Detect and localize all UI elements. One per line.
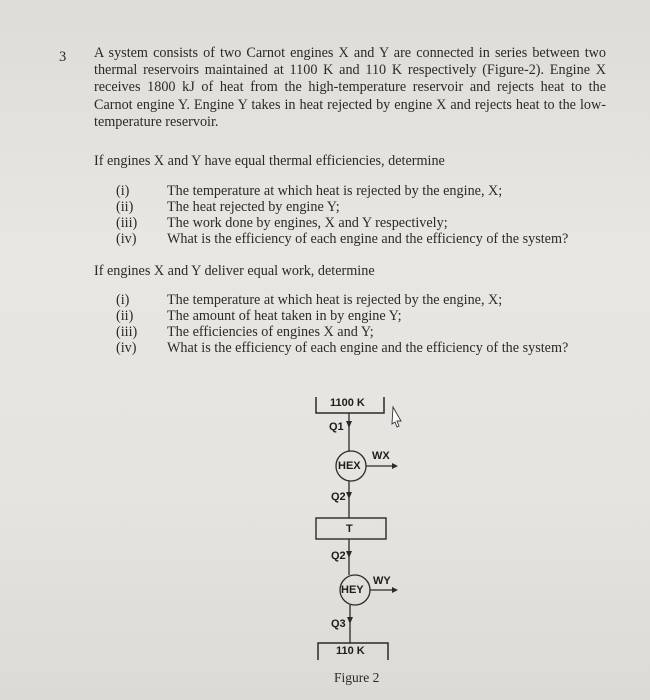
wx-arrow-icon xyxy=(392,463,398,469)
cold-reservoir-label: 110 K xyxy=(336,645,365,657)
q2-bottom-arrow-icon xyxy=(346,551,352,558)
question-number: 3 xyxy=(59,49,67,65)
q1-label: Q1 xyxy=(329,421,344,433)
wx-label: WX xyxy=(372,450,390,462)
engine-y-label: HEY xyxy=(341,584,364,596)
item-number: (iii) xyxy=(116,324,138,340)
intro-line: A system consists of two Carnot engines X and Y are connected in series between two xyxy=(94,45,606,61)
q3-arrow-icon xyxy=(347,617,353,624)
q2-bottom-label: Q2 xyxy=(331,550,346,562)
item-number: (i) xyxy=(116,183,130,199)
q2-top-label: Q2 xyxy=(331,491,346,503)
item-number: (i) xyxy=(116,292,130,308)
part-b-lead: If engines X and Y deliver equal work, determine xyxy=(94,263,375,279)
mid-reservoir-label: T xyxy=(346,523,353,535)
intro-line: thermal reservoirs maintained at 1100 K and 110 K respectively (Figure-2). Engine X xyxy=(94,62,606,79)
q1-arrow-icon xyxy=(346,421,352,428)
q3-label: Q3 xyxy=(331,618,346,630)
figure-caption: Figure 2 xyxy=(334,670,380,685)
wy-arrow-icon xyxy=(392,587,398,593)
item-number: (ii) xyxy=(116,199,134,215)
item-number: (iv) xyxy=(116,340,137,356)
intro-line: receives 1800 kJ of heat from the high-temperature reservoir and rejects heat to the xyxy=(94,79,606,96)
item-text: What is the efficiency of each engine and the efficiency of the system? xyxy=(167,231,569,247)
item-text: The temperature at which heat is rejected by the engine, X; xyxy=(167,292,503,308)
item-text: What is the efficiency of each engine and the efficiency of the system? xyxy=(167,340,569,356)
intro-line: low-temperature reservoir. xyxy=(94,96,606,130)
item-number: (iv) xyxy=(116,231,137,247)
item-text: The amount of heat taken in by engine Y; xyxy=(167,308,402,324)
item-text: The heat rejected by engine Y; xyxy=(167,199,340,215)
item-text: The efficiencies of engines X and Y; xyxy=(167,324,374,340)
part-a-lead: If engines X and Y have equal thermal efficiencies, determine xyxy=(94,153,445,169)
mouse-cursor-icon xyxy=(392,407,401,427)
item-text: The work done by engines, X and Y respectively; xyxy=(167,215,448,231)
item-number: (iii) xyxy=(116,215,138,231)
intro-line: Carnot engine Y. Engine Y takes in heat rejected by engine X and rejects heat to the xyxy=(94,96,576,113)
engine-x-label: HEX xyxy=(338,460,361,472)
item-number: (ii) xyxy=(116,308,134,324)
hot-reservoir-label: 1100 K xyxy=(330,397,365,409)
wy-label: WY xyxy=(373,575,391,587)
q2-top-arrow-icon xyxy=(346,492,352,499)
item-text: The temperature at which heat is rejected by the engine, X; xyxy=(167,183,503,199)
